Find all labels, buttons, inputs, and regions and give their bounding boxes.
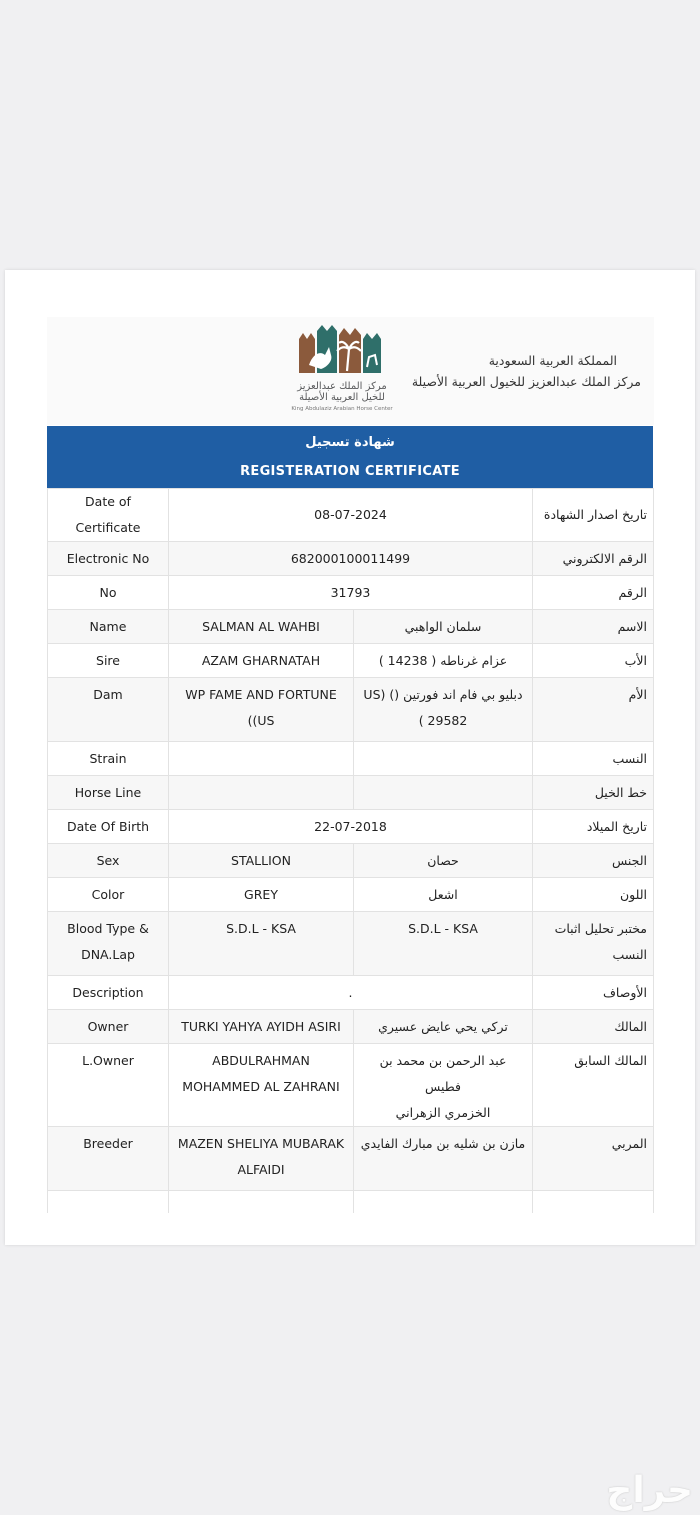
kingdom-title: المملكة العربية السعودية	[488, 353, 617, 368]
label-horse-line: Horse Line	[48, 776, 169, 810]
value-l-owner-ar-line-2: الخزمري الزهراني	[395, 1105, 491, 1120]
label-ar-dam: الأم	[533, 678, 654, 742]
label-description: Description	[48, 976, 169, 1010]
label-ar-sire: الأب	[533, 644, 654, 678]
table-row	[48, 776, 654, 810]
value-date-of-birth: 22-07-2018	[169, 810, 533, 844]
label-ar-no: الرقم	[533, 576, 654, 610]
table-row	[48, 542, 654, 576]
label-ar-color: اللون	[533, 878, 654, 912]
logo-emblem-icon	[287, 325, 397, 381]
value-blood-type-en: S.D.L - KSA	[169, 912, 354, 976]
value-dam-en	[169, 678, 354, 742]
center-logo	[287, 325, 397, 423]
value-breeder-en	[169, 1127, 354, 1191]
label-blood-type	[48, 912, 169, 976]
value-electronic-no: 682000100011499	[169, 542, 533, 576]
value-strain-en	[169, 742, 354, 776]
certificate-title-arabic: شهادة تسجيل	[305, 435, 395, 450]
label-no: No	[48, 576, 169, 610]
table-row	[48, 912, 654, 976]
certificate-header	[47, 317, 654, 425]
certificate-title-banner	[47, 426, 653, 488]
empty-cell	[48, 1191, 169, 1214]
value-blood-type-ar: S.D.L - KSA	[354, 912, 533, 976]
label-ar-strain: النسب	[533, 742, 654, 776]
value-no: 31793	[169, 576, 533, 610]
table-row	[48, 678, 654, 742]
value-strain-ar	[354, 742, 533, 776]
label-ar-blood-type-line-2: النسب	[612, 947, 647, 962]
value-owner-en: TURKI YAHYA AYIDH ASIRI	[169, 1010, 354, 1044]
value-description: .	[169, 976, 533, 1010]
table-row	[48, 1010, 654, 1044]
value-dam-ar-line-2: 29582 )	[418, 713, 468, 728]
table-row	[48, 1127, 654, 1191]
value-l-owner-en-line-1: ABDULRAHMAN	[212, 1053, 310, 1068]
value-owner-ar: تركي يحي عايض عسيري	[354, 1010, 533, 1044]
label-strain: Strain	[48, 742, 169, 776]
value-date-of-certificate: 08-07-2024	[169, 489, 533, 542]
label-ar-description: الأوصاف	[533, 976, 654, 1010]
label-ar-blood-type	[533, 912, 654, 976]
table-row	[48, 810, 654, 844]
table-row	[48, 1044, 654, 1127]
value-dam-ar-line-1: دبليو بي فام اند فورتين () (US	[363, 687, 523, 702]
label-sex: Sex	[48, 844, 169, 878]
label-dam: Dam	[48, 678, 169, 742]
label-ar-blood-type-line-1: مختبر تحليل اثبات	[554, 921, 647, 936]
label-ar-breeder: المربي	[533, 1127, 654, 1191]
value-dam-en-line-1: WP FAME AND FORTUNE	[185, 687, 337, 702]
value-horse-line-en	[169, 776, 354, 810]
label-name: Name	[48, 610, 169, 644]
empty-cell	[354, 1191, 533, 1214]
table-row	[48, 1191, 654, 1214]
value-name-en: SALMAN AL WAHBI	[169, 610, 354, 644]
empty-cell	[169, 1191, 354, 1214]
empty-cell	[533, 1191, 654, 1214]
value-l-owner-en	[169, 1044, 354, 1127]
label-blood-type-line-1: Blood Type &	[67, 921, 149, 936]
table-row	[48, 576, 654, 610]
label-date-of-birth: Date Of Birth	[48, 810, 169, 844]
value-sire-ar: عزام غرناطه ( 14238 )	[354, 644, 533, 678]
value-horse-line-ar	[354, 776, 533, 810]
label-ar-electronic-no: الرقم الالكتروني	[533, 542, 654, 576]
table-row	[48, 644, 654, 678]
certificate-title-english: REGISTERATION CERTIFICATE	[240, 464, 460, 479]
label-sire: Sire	[48, 644, 169, 678]
logo-english-text: King Abdulaziz Arabian Horse Center	[291, 406, 393, 412]
value-l-owner-ar-line-1: عبد الرحمن بن محمد بن فطيس	[379, 1053, 507, 1094]
label-ar-date-of-certificate: تاريخ اصدار الشهادة	[533, 489, 654, 542]
table-row	[48, 489, 654, 542]
value-dam-ar	[354, 678, 533, 742]
table-row	[48, 610, 654, 644]
value-dam-en-line-2: ((US	[247, 713, 275, 728]
label-ar-name: الاسم	[533, 610, 654, 644]
value-sex-ar: حصان	[354, 844, 533, 878]
label-ar-sex: الجنس	[533, 844, 654, 878]
label-ar-l-owner: المالك السابق	[533, 1044, 654, 1127]
label-owner: Owner	[48, 1010, 169, 1044]
certificate-table	[47, 488, 654, 1213]
value-breeder-ar: مازن بن شليه بن مبارك الفايدي	[354, 1127, 533, 1191]
label-blood-type-line-2: DNA.Lap	[81, 947, 135, 962]
site-watermark: حراج	[606, 1470, 693, 1511]
label-color: Color	[48, 878, 169, 912]
value-color-ar: اشعل	[354, 878, 533, 912]
label-l-owner: L.Owner	[48, 1044, 169, 1127]
table-row	[48, 878, 654, 912]
value-name-ar: سلمان الواهبي	[354, 610, 533, 644]
logo-arabic-line-1: مركز الملك عبدالعزيز	[297, 381, 387, 392]
label-ar-owner: المالك	[533, 1010, 654, 1044]
certificate-sheet	[5, 270, 695, 1245]
value-color-en: GREY	[169, 878, 354, 912]
table-row	[48, 844, 654, 878]
label-date-of-certificate: Date of Certificate	[48, 489, 169, 542]
value-breeder-en-line-1: MAZEN SHELIYA MUBARAK	[177, 1136, 345, 1151]
value-breeder-en-line-2: ALFAIDI	[237, 1162, 285, 1177]
center-name: مركز الملك عبدالعزيز للخيول العربية الأصيلة	[411, 374, 641, 389]
label-ar-horse-line: خط الخيل	[533, 776, 654, 810]
label-ar-date-of-birth: تاريخ الميلاد	[533, 810, 654, 844]
value-sex-en: STALLION	[169, 844, 354, 878]
table-row	[48, 976, 654, 1010]
value-sire-en: AZAM GHARNATAH	[169, 644, 354, 678]
label-electronic-no: Electronic No	[48, 542, 169, 576]
value-l-owner-en-line-2: MOHAMMED AL ZAHRANI	[182, 1079, 340, 1094]
label-breeder: Breeder	[48, 1127, 169, 1191]
logo-arabic-line-2: للخيل العربية الأصيلة	[299, 392, 385, 403]
value-l-owner-ar	[354, 1044, 533, 1127]
table-row	[48, 742, 654, 776]
